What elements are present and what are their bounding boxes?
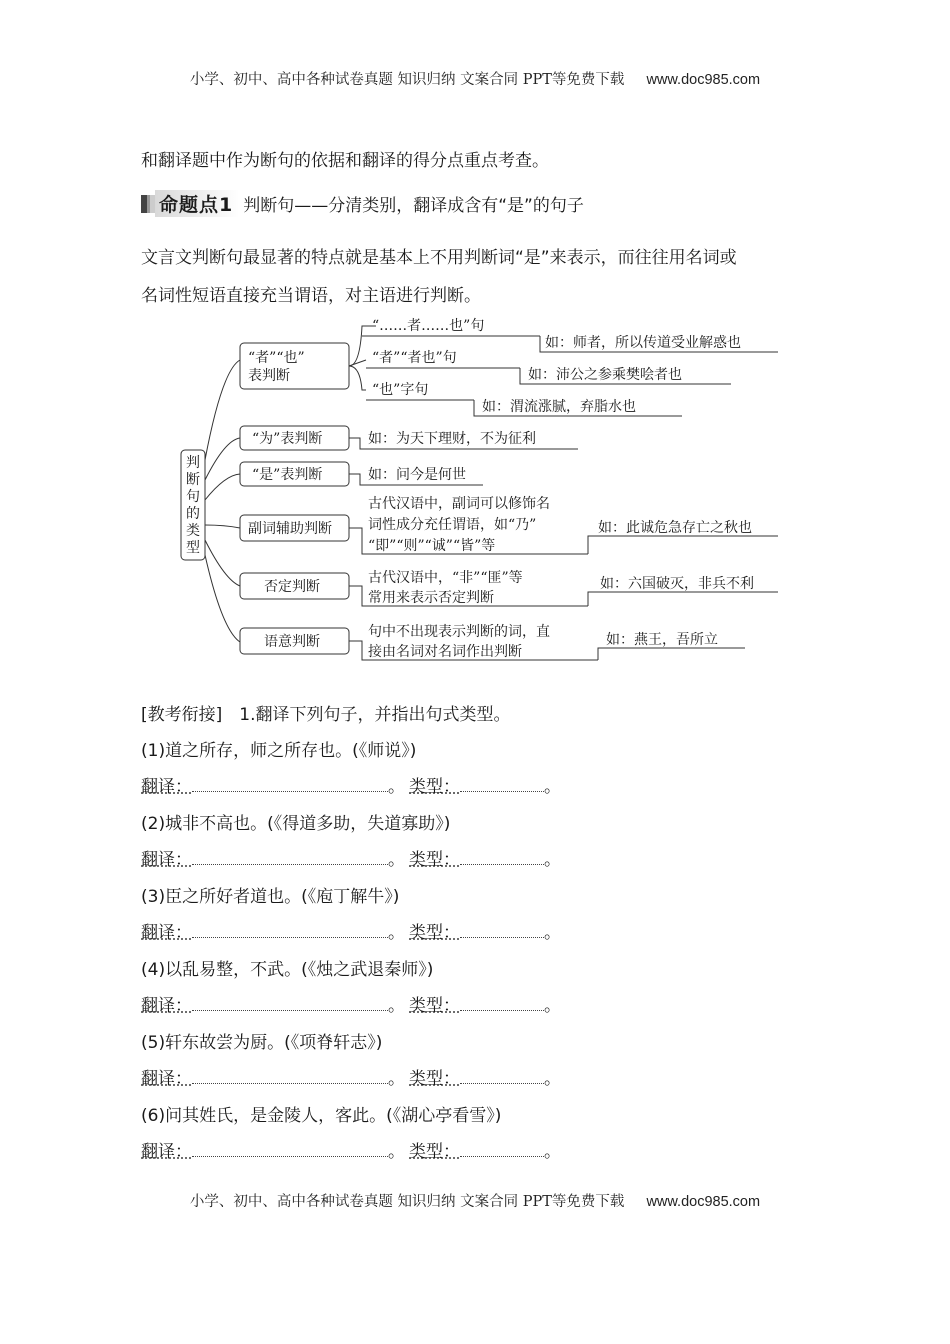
sub-1-label: “……者……也”句 bbox=[372, 318, 485, 334]
exercise-answer-row bbox=[141, 845, 561, 870]
header-text: 小学、初中、高中各种试卷真题 知识归纳 文案合同 PPT等免费下载 bbox=[189, 72, 625, 88]
period: 。 bbox=[388, 923, 405, 943]
fuci-example: 如：此诚危急存亡之秋也 bbox=[598, 520, 752, 536]
period: 。 bbox=[544, 996, 561, 1016]
yuyi-example: 如：燕王，吾所立 bbox=[606, 632, 718, 648]
translate-label: 翻译： bbox=[141, 923, 192, 943]
period: 。 bbox=[388, 850, 405, 870]
period: 。 bbox=[544, 850, 561, 870]
shi-example: 如：问今是何世 bbox=[368, 467, 466, 483]
paragraph-line-1: 文言文判断句最显著的特点就是基本上不用判断词“是”来表示，而往往用名词或 bbox=[141, 248, 737, 268]
yuyi-desc-1: 句中不出现表示判断的词，直 bbox=[368, 624, 550, 640]
translate-blank[interactable] bbox=[192, 994, 388, 1011]
section-title: 判断句——分清类别，翻译成含有“是”的句子 bbox=[243, 196, 584, 216]
node-fuci-label: 副词辅助判断 bbox=[248, 521, 332, 537]
diagram-root-char: 断 bbox=[186, 472, 200, 488]
type-label: 类型： bbox=[409, 850, 460, 870]
sub-2-label: “者”“者也”句 bbox=[372, 350, 457, 366]
translate-label: 翻译： bbox=[141, 850, 192, 870]
fouding-example: 如：六国破灭，非兵不利 bbox=[600, 576, 754, 592]
translate-blank[interactable] bbox=[192, 921, 388, 938]
type-label: 类型： bbox=[409, 777, 460, 797]
sub-1-example: 如：师者，所以传道受业解惑也 bbox=[545, 335, 741, 351]
diagram-root-char: 判 bbox=[186, 455, 200, 471]
fuci-desc-3: “即”“则”“诚”“皆”等 bbox=[368, 538, 496, 554]
node-shi-label: “是”表判断 bbox=[252, 467, 323, 483]
type-blank[interactable] bbox=[460, 848, 544, 865]
intro-line: 和翻译题中作为断句的依据和翻译的得分点重点考查。 bbox=[141, 151, 549, 171]
node-wei-label: “为”表判断 bbox=[252, 431, 323, 447]
footer-url[interactable]: www.doc985.com bbox=[646, 1194, 761, 1210]
section-marker-icon bbox=[141, 195, 155, 213]
period: 。 bbox=[388, 1142, 405, 1162]
exercise-answer-row bbox=[141, 772, 561, 797]
node-fouding-label: 否定判断 bbox=[264, 579, 320, 595]
fouding-desc-2: 常用来表示否定判断 bbox=[368, 590, 494, 606]
translate-label: 翻译： bbox=[141, 1142, 192, 1162]
type-blank[interactable] bbox=[460, 1067, 544, 1084]
period: 。 bbox=[388, 777, 405, 797]
type-blank[interactable] bbox=[460, 775, 544, 792]
sub-2-example: 如：沛公之参乘樊哙者也 bbox=[528, 367, 682, 383]
diagram-root-char: 型 bbox=[186, 540, 200, 556]
exercise-question: (1)道之所存，师之所存也。(《师说》) bbox=[141, 741, 417, 761]
exercise-heading: [教考衔接] 1.翻译下列句子，并指出句式类型。 bbox=[141, 705, 511, 725]
type-blank[interactable] bbox=[460, 994, 544, 1011]
exercise-answer-row bbox=[141, 918, 561, 943]
fuci-desc-1: 古代汉语中，副词可以修饰名 bbox=[368, 496, 550, 512]
translate-label: 翻译： bbox=[141, 777, 192, 797]
judgment-sentence-diagram bbox=[0, 310, 950, 670]
translate-blank[interactable] bbox=[192, 1067, 388, 1084]
fuci-desc-2: 词性成分充任谓语，如“乃” bbox=[368, 517, 537, 533]
node-zhe-ye-line2: 表判断 bbox=[248, 368, 290, 384]
type-blank[interactable] bbox=[460, 1140, 544, 1157]
branch-line bbox=[205, 360, 240, 460]
type-blank[interactable] bbox=[460, 921, 544, 938]
exercise-question: (2)城非不高也。(《得道多助，失道寡助》) bbox=[141, 814, 451, 834]
exercise-answer-row bbox=[141, 1064, 561, 1089]
section-heading bbox=[141, 190, 584, 217]
wei-example: 如：为天下理财，不为征利 bbox=[368, 431, 536, 447]
period: 。 bbox=[388, 996, 405, 1016]
exercise-answer-row bbox=[141, 991, 561, 1016]
paragraph-line-2: 名词性短语直接充当谓语，对主语进行判断。 bbox=[141, 286, 481, 306]
translate-blank[interactable] bbox=[192, 848, 388, 865]
node-yuyi-label: 语意判断 bbox=[264, 634, 320, 650]
period: 。 bbox=[544, 777, 561, 797]
translate-blank[interactable] bbox=[192, 1140, 388, 1157]
translate-label: 翻译： bbox=[141, 1069, 192, 1089]
type-label: 类型： bbox=[409, 1069, 460, 1089]
translate-blank[interactable] bbox=[192, 775, 388, 792]
type-label: 类型： bbox=[409, 923, 460, 943]
sub-3-label: “也”字句 bbox=[372, 382, 429, 398]
exercise-question: (6)问其姓氏，是金陵人，客此。(《湖心亭看雪》) bbox=[141, 1106, 502, 1126]
period: 。 bbox=[388, 1069, 405, 1089]
page-header bbox=[0, 68, 950, 89]
yuyi-desc-2: 接由名词对名词作出判断 bbox=[368, 644, 522, 660]
translate-label: 翻译： bbox=[141, 996, 192, 1016]
period: 。 bbox=[544, 1069, 561, 1089]
fouding-desc-1: 古代汉语中，“非”“匪”等 bbox=[368, 570, 523, 586]
sub-3-example: 如：渭流涨腻，弃脂水也 bbox=[482, 399, 636, 415]
diagram-root-char: 句 bbox=[186, 489, 200, 505]
type-label: 类型： bbox=[409, 1142, 460, 1162]
exercise-question: (5)轩东故尝为厨。(《项脊轩志》) bbox=[141, 1033, 383, 1053]
page-footer bbox=[0, 1190, 950, 1211]
diagram-root-char: 类 bbox=[186, 523, 200, 539]
footer-text: 小学、初中、高中各种试卷真题 知识归纳 文案合同 PPT等免费下载 bbox=[189, 1194, 625, 1210]
exercise-answer-row bbox=[141, 1137, 561, 1162]
exercise-question: (3)臣之所好者道也。(《庖丁解牛》) bbox=[141, 887, 400, 907]
diagram-root-char: 的 bbox=[186, 506, 200, 522]
header-url[interactable]: www.doc985.com bbox=[646, 72, 761, 88]
period: 。 bbox=[544, 1142, 561, 1162]
period: 。 bbox=[544, 923, 561, 943]
type-label: 类型： bbox=[409, 996, 460, 1016]
exercise-question: (4)以乱易整，不武。(《烛之武退秦师》) bbox=[141, 960, 434, 980]
node-zhe-ye-line1: “者”“也” bbox=[248, 350, 305, 366]
section-label: 命题点1 bbox=[155, 190, 239, 217]
